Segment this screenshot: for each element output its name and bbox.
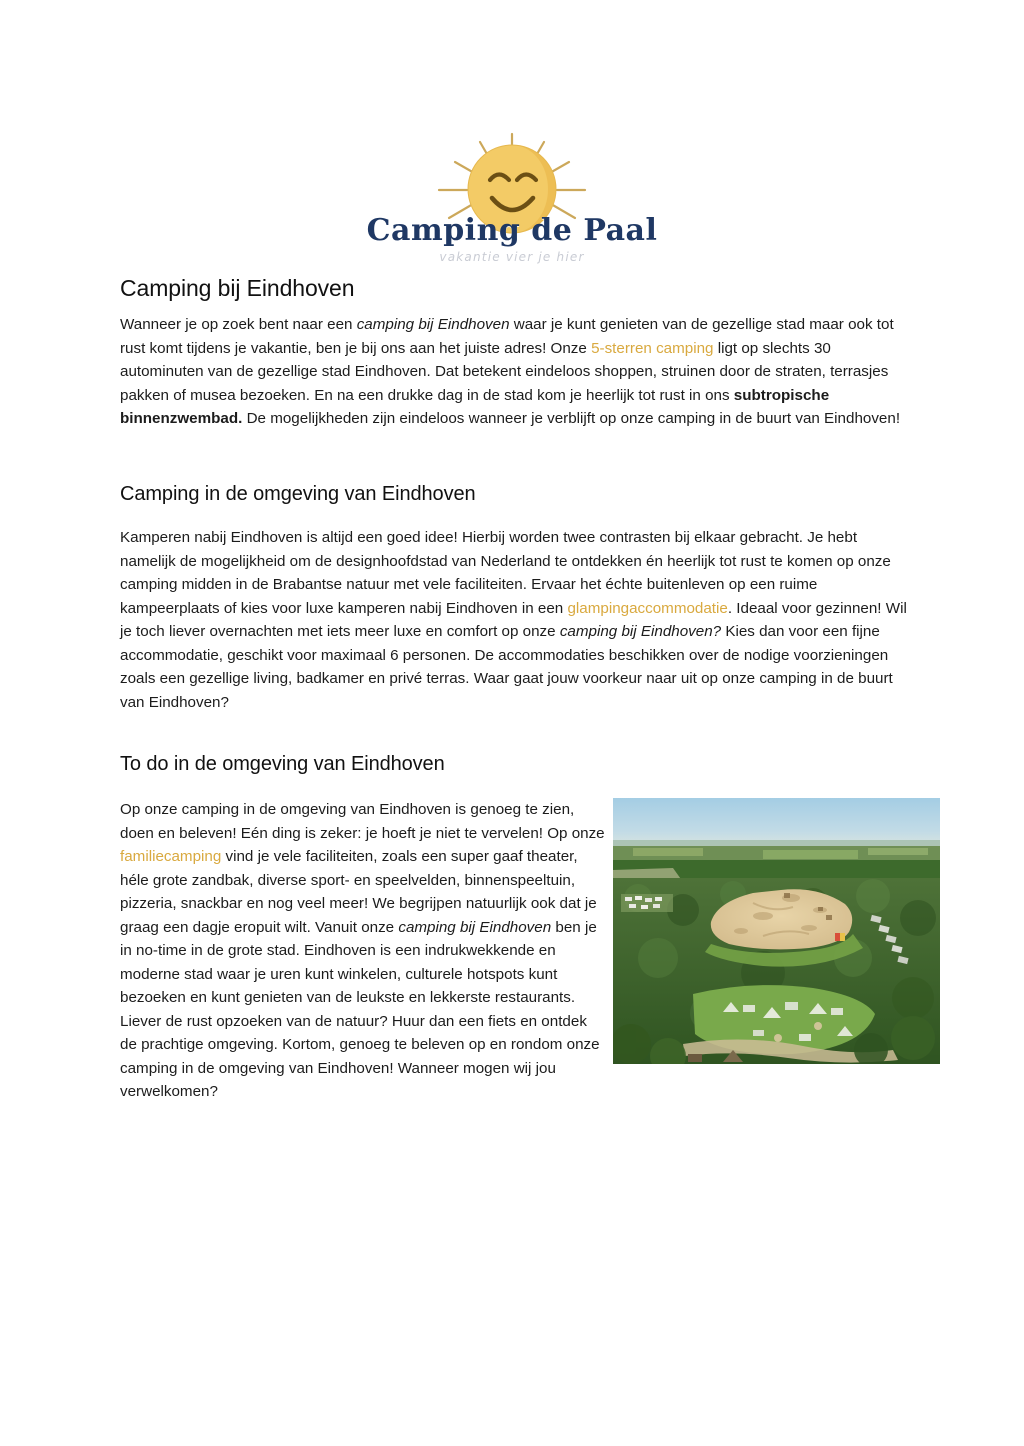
p1-text-1: Wanneer je op zoek bent naar een <box>120 316 357 333</box>
paragraph-todo <box>120 798 605 1104</box>
link-5-sterren-camping[interactable]: 5-sterren camping <box>591 339 714 357</box>
logo-wordmark: Camping de Paal <box>366 213 658 248</box>
site-logo <box>0 130 1024 270</box>
p2-text-1: Kamperen nabij Eindhoven is altijd een goed idee! Hierbij worden twee contrasten bij elkaar gebracht. Je hebt namelijk de mogelijkheid om de designhoofdstad van Nederland te ontdekken én heerlijk tot rust te komen op onze camping midden in de Brabantse natuur met vele faciliteiten. Ervaar het échte buitenleven op een ruime kampeerplaats of kies voor luxe kamperen nabij Eindhoven in een <box>120 529 891 617</box>
heading-camping-bij-eindhoven: Camping bij Eindhoven <box>120 275 355 301</box>
p1-bold-1: subtropische binnenzwembad. <box>120 386 830 427</box>
p2-text-3: Kies dan voor een fijne accommodatie, geschikt voor maximaal 6 personen. De accommodaties beschikken over de nodige voorzieningen zoals een gezellige living, badkamer en privé terras. Waar gaat jouw voorkeur naar uit op onze camping in de buurt van Eindhoven? <box>120 623 893 711</box>
p3-text-2: vind je vele faciliteiten, zoals een super gaaf theater, héle grote zandbak, diverse sport- en speelvelden, binnenspeeltuin, pizzeria, snackbar en nog veel meer! We begrijpen natuurlijk ook dat je graag een dagje eropuit wilt. Vanuit onze <box>120 848 597 936</box>
aerial-photo-graphic <box>613 798 940 1064</box>
p3-text-1: Op onze camping in de omgeving van Eindhoven is genoeg te zien, doen en beleven! Eén ding is zeker: je hoeft je niet te vervelen! Op onze <box>120 801 605 842</box>
p1-text-3: ligt op slechts 30 autominuten van de gezellige stad Eindhoven. Dat betekent eindeloos shoppen, struinen door de straten, terrasjes pakken of musea bezoeken. En na een drukke dag in de stad kom je heerlijk tot rust in ons <box>120 339 889 404</box>
heading-to-do-in-de-omgeving: To do in de omgeving van Eindhoven <box>120 753 445 775</box>
link-familiecamping[interactable]: familiecamping <box>120 848 222 865</box>
p1-text-2: waar je kunt genieten van de gezellige stad maar ook tot rust komt tijdens je vakantie, ben je bij ons aan het juiste adres! Onze <box>120 316 894 357</box>
aerial-campsite-photo <box>613 798 940 1064</box>
logo-tagline: vakantie vier je hier <box>439 250 585 264</box>
paragraph-omgeving <box>120 526 910 714</box>
p3-italic-1: camping bij Eindhoven <box>398 918 552 936</box>
p1-italic-1: camping bij Eindhoven <box>356 316 510 333</box>
link-glampingaccommodatie[interactable]: glampingaccommodatie <box>567 599 728 617</box>
heading-camping-in-de-omgeving: Camping in de omgeving van Eindhoven <box>120 483 476 505</box>
p3-text-3: ben je in no-time in de grote stad. Eindhoven is een indrukwekkende en moderne stad waar je uren kunt winkelen, culturele hotspots kunt bezoeken en kunt genieten van de leukste en lekkerste restaurants. Liever de rust opzoeken van de natuur? Huur dan een fiets en ontdek de prachtige omgeving. Kortom, genoeg te beleven op en rondom onze camping in de omgeving van Eindhoven! Wanneer mogen wij jou verwelkomen? <box>120 918 600 1100</box>
p2-italic-1: camping bij Eindhoven? <box>559 623 722 640</box>
paragraph-intro <box>120 313 905 431</box>
p1-text-4: De mogelijkheden zijn eindeloos wanneer je verblijft op onze camping in de buurt van Eindhoven! <box>242 410 901 427</box>
p2-text-2: . Ideaal voor gezinnen! Wil je toch liever overnachten met iets meer luxe en comfort op onze <box>120 599 907 640</box>
